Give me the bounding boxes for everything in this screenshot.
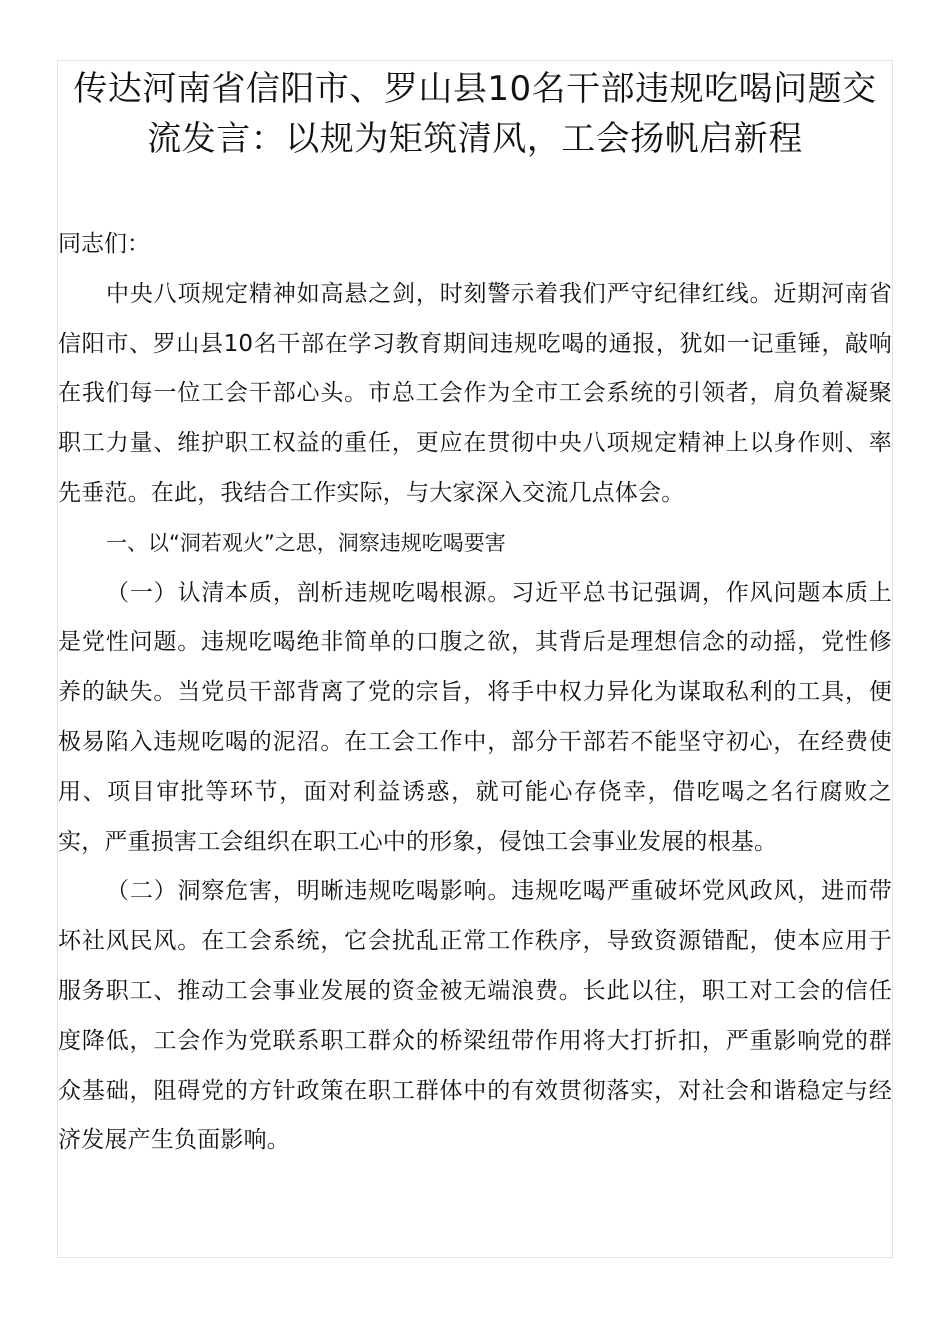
intro-paragraph: 中央八项规定精神如高悬之剑，时刻警示着我们严守纪律红线。近期河南省信阳市、罗山县10名干部在学习教育期间违规吃喝的通报，犹如一记重锤，敲响在我们每一位工会干部心头。市总工会作为全市工会系统的引领者，肩负着凝聚职工力量、维护职工权益的重任，更应在贯彻中央八项规定精神上以身作则、率先垂范。在此，我结合工作实际，与大家深入交流几点体会。 — [58, 280, 892, 506]
subsection-paragraph-2: （二）洞察危害，明晰违规吃喝影响。违规吃喝严重破坏党风政风，进而带坏社风民风。在工会系统，它会扰乱正常工作秩序，导致资源错配，使本应用于服务职工、推动工会事业发展的资金被无端浪费。长此以往，职工对工会的信任度降低，工会作为党联系职工群众的桥梁纽带作用将大打折扣，严重影响党的群众基础，阻碍党的方针政策在职工群体中的有效贯彻落实，对社会和谐稳定与经济发展产生负面影响。 — [58, 878, 892, 1154]
subsection-paragraph-1: （一）认清本质，剖析违规吃喝根源。习近平总书记强调，作风问题本质上是党性问题。违规吃喝绝非简单的口腹之欲，其背后是理想信念的动摇，党性修养的缺失。当党员干部背离了党的宗旨，将手中权力异化为谋取私利的工具，便极易陷入违规吃喝的泥沼。在工会工作中，部分干部若不能坚守初心，在经费使用、项目审批等环节，面对利益诱惑，就可能心存侥幸，借吃喝之名行腐败之实，严重损害工会组织在职工心中的形象，侵蚀工会事业发展的根基。 — [58, 579, 892, 855]
document-body — [58, 64, 892, 1166]
document-title: 传达河南省信阳市、罗山县10名干部违规吃喝问题交流发言：以规为矩筑清风，工会扬帆启新程 — [73, 69, 877, 159]
salutation: 同志们： — [58, 231, 150, 257]
section-heading: 一、以“洞若观火”之思，洞察违规吃喝要害 — [106, 530, 506, 555]
